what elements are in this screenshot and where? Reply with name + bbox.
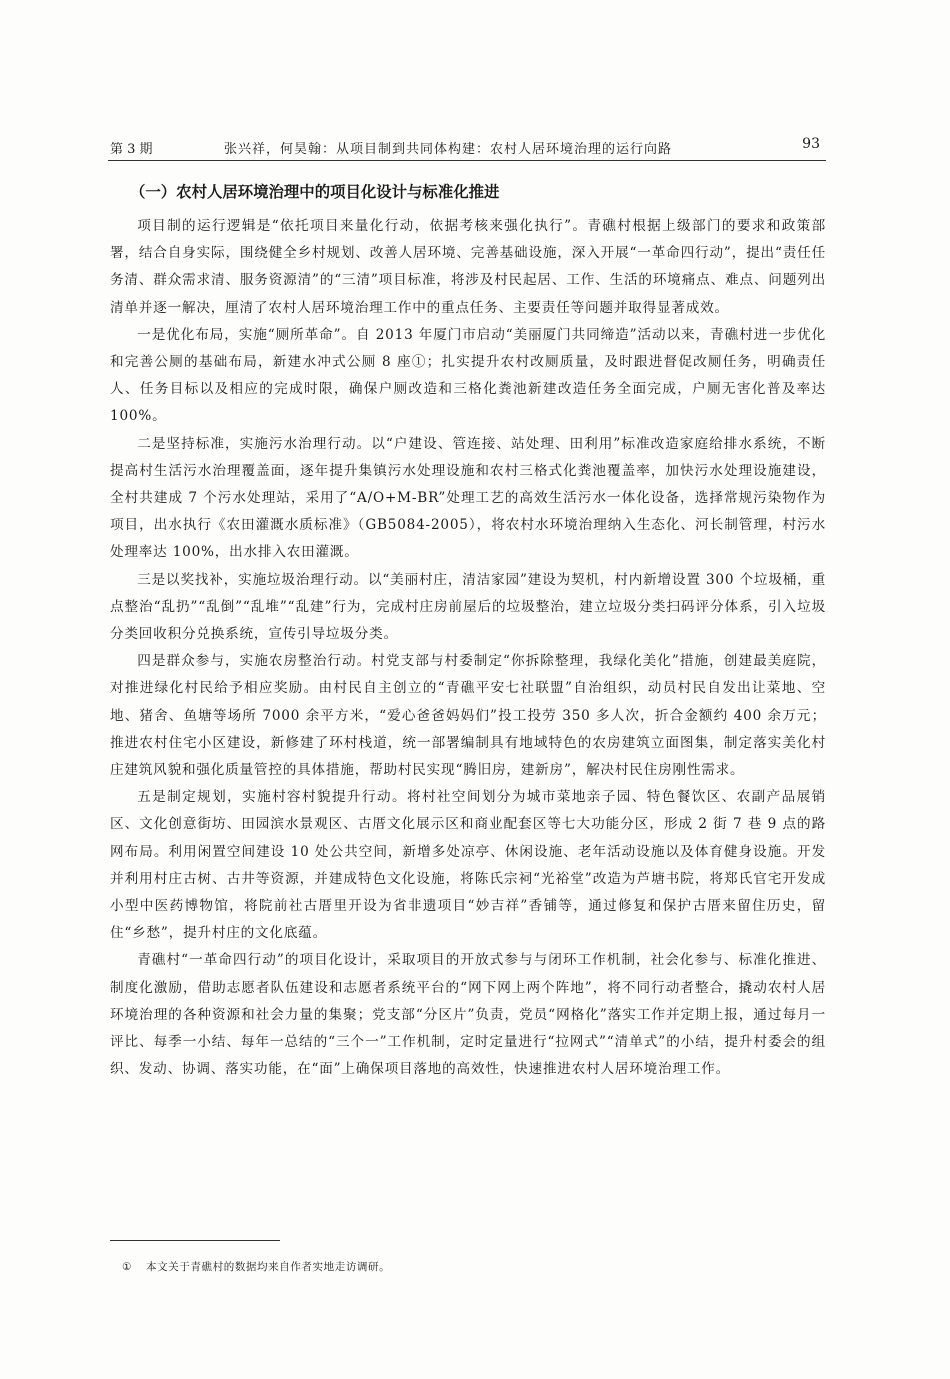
footnote-divider <box>110 1240 280 1241</box>
footnote <box>122 1259 390 1274</box>
section-heading: （一）农村人居环境治理中的项目化设计与标准化推进 <box>130 183 500 201</box>
issue-label: 第 3 期 <box>110 142 153 157</box>
paragraph-village-planning: 五是制定规划，实施村容村貌提升行动。将村社空间划分为城市菜地亲子园、特色餐饮区、农副产品展销区、文化创意街坊、田园滨水景观区、古厝文化展示区和商业配套区等七大功能分区，形成 2 街 7 巷 9 点的路网布局。利用闲置空间建设 10 处公共空间，新增多处凉亭、休闲设施、老年活动设施以及体育健身设施。开发并利用村庄古树、古井等资源，并建成特色文化设施，将陈氏宗祠“光裕堂”改造为芦塘书院，将郑氏官宅开发成小型中医药博物馆，将院前社古厝里开设为省非遗项目“妙吉祥”香铺等，通过修复和保护古厝来留住历史，留住“乡愁”，提升村庄的文化底蕴。 <box>110 789 826 942</box>
paragraph-sewage-treatment: 二是坚持标准，实施污水治理行动。以“户建设、管连接、站处理、田利用”标准改造家庭给排水系统，不断提高村生活污水治理覆盖面，逐年提升集镇污水处理设施和农村三格式化粪池覆盖率，加快污水处理设施建设，全村共建成 7 个污水处理站，采用了“A/O+M-BR”处理工艺的高效生活污水一体化设备，选择常规污染物作为项目，出水执行《农田灌溉水质标准》（GB5084-2005），将农村水环境治理纳入生态化、河长制管理，村污水处理率达 100%，出水排入农田灌溉。 <box>110 435 826 561</box>
paragraph-intro: 项目制的运行逻辑是“依托项目来量化行动，依据考核来强化执行”。青礁村根据上级部门的要求和政策部署，结合自身实际，围绕健全乡村规划、改善人居环境、完善基础设施，深入开展“一革命四行动”，提出“责任任务清、群众需求清、服务资源清”的“三清”项目标准，将涉及村民起居、工作、生活的环境痛点、难点、问题列出清单并逐一解决，厘清了农村人居环境治理工作中的重点任务、主要责任等问题并取得显著成效。 <box>110 218 826 316</box>
paragraph-summary: 青礁村“一革命四行动”的项目化设计，采取项目的开放式参与与闭环工作机制，社会化参与、标准化推进、制度化激励，借助志愿者队伍建设和志愿者系统平台的“网下网上两个阵地”，将不同行动者整合，撬动农村人居环境治理的各种资源和社会力量的集聚；党支部“分区片”负责，党员“网格化”落实工作并定期上报，通过每月一评比、每季一小结、每年一总结的“三个一”工作机制，定时定量进行“拉网式”“清单式”的小结，提升村委会的组织、发动、协调、落实功能，在“面”上确保项目落地的高效性，快速推进农村人居环境治理工作。 <box>110 952 826 1078</box>
paragraph-garbage-treatment: 三是以奖找补，实施垃圾治理行动。以“美丽村庄，清洁家园”建设为契机，村内新增设置 300 个垃圾桶，重点整治“乱扔”“乱倒”“乱堆”“乱建”行为，完成村庄房前屋后的垃圾整治，建立垃圾分类扫码评分体系，引入垃圾分类回收积分兑换系统，宣传引导垃圾分类。 <box>110 571 826 643</box>
paragraph-housing-renovation: 四是群众参与，实施农房整治行动。村党支部与村委制定“你拆除整理，我绿化美化”措施，创建最美庭院，对推进绿化村民给予相应奖励。由村民自主创立的“青礁平安七社联盟”自治组织，动员村民自发出让菜地、空地、猪舍、鱼塘等场所 7000 余平方米，“爱心爸爸妈妈们”投工投劳 350 多人次，折合金额约 400 余万元；推进农村住宅小区建设，新修建了环村栈道，统一部署编制具有地域特色的农房建筑立面图集，制定落实美化村庄建筑风貌和强化质量管控的具体措施，帮助村民实现“腾旧房，建新房”，解决村民住房刚性需求。 <box>110 653 826 779</box>
footnote-text: 本文关于青礁村的数据均来自作者实地走访调研。 <box>146 1261 391 1273</box>
running-header <box>108 130 826 161</box>
running-title: 张兴祥，何昊翰：从项目制到共同体构建：农村人居环境治理的运行向路 <box>224 142 673 157</box>
page-number: 93 <box>802 136 820 152</box>
paragraph-toilet-revolution: 一是优化布局，实施“厕所革命”。自 2013 年厦门市启动“美丽厦门共同缔造”活动以来，青礁村进一步优化和完善公厕的基础布局，新建水冲式公厕 8 座①；扎实提升农村改厕质量，及时跟进督促改厕任务，明确责任人、任务目标以及相应的完成时限，确保户厕改造和三格化粪池新建改造任务全面完成，户厕无害化普及率达 100%。 <box>110 326 826 425</box>
article-body <box>110 177 826 1084</box>
footnote-marker: ① <box>122 1261 133 1273</box>
